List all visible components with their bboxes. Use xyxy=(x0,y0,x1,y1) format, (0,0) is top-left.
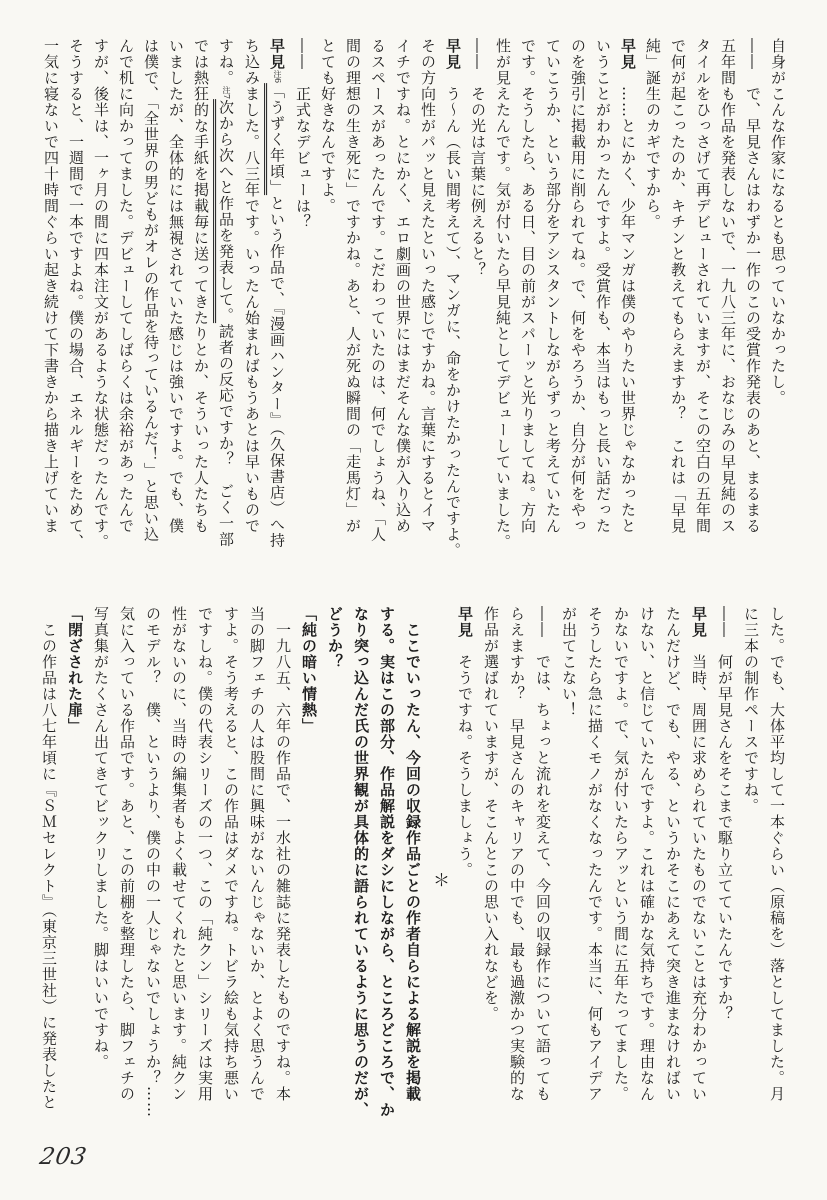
speaker-label: 早見 xyxy=(268,38,286,70)
text-run: そうですね。そうしましょう。 xyxy=(456,638,474,878)
text-column xyxy=(140,606,166,1154)
text-run: すが、後半は、一ヶ月の間に四本注文があるような状態だったんです。 xyxy=(92,38,110,550)
text-run: この作品は八七年頃に『ＳＭセレクト』（東京三世社）に発表したと xyxy=(40,622,58,1111)
text-run: いましたが、全体的には無視されていた感じは強いですよ。でも、僕 xyxy=(167,38,185,534)
speaker-label: 早見 xyxy=(444,38,462,70)
text-column xyxy=(764,606,790,1154)
text-run: 間の理想の生き死に」ですかね。あと、人が死ぬ瞬間の「走馬灯」が xyxy=(344,38,362,534)
text-run: という作品で、『漫画ハンター』（久保書店）へ持 xyxy=(268,195,286,549)
text-run: イチですね。とにかく、エロ劇画の世界にはまだそんな僕が入り込め xyxy=(394,38,412,534)
text-column xyxy=(440,38,465,610)
text-column xyxy=(590,38,615,610)
interview-text-bottom xyxy=(36,606,790,1154)
text-column xyxy=(239,38,264,610)
text-column xyxy=(138,38,163,610)
text-column xyxy=(686,606,712,1154)
text-run: する。実はこの部分、作品解説をダシにしながら、ところどころで、か xyxy=(378,606,396,1118)
text-column xyxy=(114,606,140,1154)
text-run: その方向性がパッと見えたといった感じですかね。言葉にするとイマ xyxy=(419,38,437,534)
text-column xyxy=(348,606,374,1154)
emphasized-phrase: 次から次へと作品を発表して。 xyxy=(217,99,235,324)
text-run: 五年間も作品を発表しないで、一九八三年に、おなじみの早見純のス xyxy=(719,38,737,534)
text-column xyxy=(490,38,515,610)
text-run: 気に入っている作品です。あと、この前棚を整理したら、脚フェチの xyxy=(118,606,136,1102)
text-column xyxy=(582,606,608,1154)
text-column xyxy=(556,606,582,1154)
text-run: とても好きなんですよ。 xyxy=(319,38,337,214)
text-column xyxy=(340,38,365,610)
text-column xyxy=(765,38,790,610)
text-column xyxy=(322,606,348,1154)
text-column xyxy=(690,38,715,610)
text-run: した。でも、大体平均して一本ぐらい（原稿を）落としてました。月 xyxy=(768,606,786,1102)
text-column xyxy=(740,38,765,610)
text-column xyxy=(163,38,188,610)
text-column xyxy=(88,38,113,610)
text-column xyxy=(88,606,114,1154)
text-run: う〜ん（長い間考えて）、マンガに、命をかけたかったんですよ。 xyxy=(444,70,462,559)
text-run: るスペースがあったんです。こだわっていたのは、何でしょうね、「人 xyxy=(369,38,387,543)
text-column xyxy=(715,38,740,610)
text-column xyxy=(565,38,590,610)
text-column xyxy=(192,606,218,1154)
text-run: 性が見えたんです。気が付いたら早見純としてデビューしていました。 xyxy=(494,38,512,550)
text-run: ここでいったん、今回の収録作品ごとの作者自らによる解説を掲載 xyxy=(404,622,422,1102)
note-reference: 注6 xyxy=(273,70,282,84)
text-run: が出てこない！ xyxy=(560,606,578,718)
text-column xyxy=(415,38,440,610)
speaker-label: 早見 xyxy=(690,606,708,638)
text-run: に三本の制作ペースですね。 xyxy=(742,606,760,814)
text-run: なり突っ込んだ氏の世界観が具体的に語られているように思うのだが、 xyxy=(352,606,370,1118)
text-column xyxy=(213,38,239,610)
emphasized-phrase: 「うずく年頃」 xyxy=(268,83,286,196)
note-reference: 注7 xyxy=(222,86,231,100)
text-run: ＊ xyxy=(429,871,449,889)
text-run: 一九八五、六年の作品で、一水社の雑誌に発表したものですね。本 xyxy=(274,622,292,1102)
text-run: タイルをひっさげて再デビューされていますが、そこの空白の五年間 xyxy=(694,38,712,534)
speaker-label: 早見 xyxy=(619,38,637,70)
text-run: 純」誕生のカギですから。 xyxy=(644,38,662,230)
text-run: かないですよ。で、気が付いたらアッという間に五年たってました。 xyxy=(612,606,630,1102)
text-run: どうか？ xyxy=(326,606,344,670)
text-column xyxy=(365,38,390,610)
text-run: ていこうか、という部分をアシスタントしながらずっと考えていたん xyxy=(544,38,562,534)
text-column xyxy=(465,38,490,610)
text-column xyxy=(290,38,315,610)
text-run: すね。 xyxy=(217,38,235,86)
text-run: たんだけど、でも、やる、というかそこにあえて突き進まなければい xyxy=(664,606,682,1102)
text-column xyxy=(218,606,244,1154)
text-column xyxy=(166,606,192,1154)
text-column xyxy=(113,38,138,610)
text-run: けない、と信じていたんですよ。これは確かな気持ちです。理由なん xyxy=(638,606,656,1102)
text-run: そうしたら急に描くモノがなくなったんです。本当に、何もアイデア xyxy=(586,606,604,1102)
interview-text-top xyxy=(40,38,790,610)
section-heading xyxy=(62,606,88,1154)
text-run: ―― 何が早見さんをそこまで駆り立てていたんですか？ xyxy=(716,606,734,1022)
text-column xyxy=(515,38,540,610)
text-run: いうことがわかったんですよ。受賞作も、本当はもっと長い話だった xyxy=(594,38,612,534)
text-run: 「閉ざされた扉」 xyxy=(66,606,84,734)
text-run: すよ。そう考えると、この作品はダメですね。トビラ絵も気持ち悪い xyxy=(222,606,240,1102)
text-column xyxy=(374,606,400,1154)
text-run: 当の脚フェチの人は股間に興味がないんじゃないか、とよく思うんで xyxy=(248,606,266,1102)
page-number: 203 xyxy=(37,1144,90,1170)
text-run: 一気に寝ないで四十時間ぐらい起き続けて下書きから描き上げていま xyxy=(42,38,60,534)
text-column xyxy=(390,38,415,610)
text-run: 写真集がたくさん出てきてビックリしました。脚はいいですね。 xyxy=(92,606,110,1070)
text-column xyxy=(660,606,686,1154)
text-column xyxy=(530,606,556,1154)
text-column xyxy=(188,38,213,610)
text-column xyxy=(315,38,340,610)
text-column xyxy=(712,606,738,1154)
text-run: ち込みました。八三年です。いったん始まればもうあとは早いもので xyxy=(243,38,261,534)
text-run: ―― その光は言葉に例えると？ xyxy=(469,38,487,278)
text-column xyxy=(38,38,63,610)
text-run: ですしね。僕の代表シリーズの一つ、この「純クン」シリーズは実用 xyxy=(196,606,214,1102)
text-column xyxy=(264,38,290,610)
text-column xyxy=(634,606,660,1154)
text-column xyxy=(608,606,634,1154)
text-column xyxy=(244,606,270,1154)
text-run: のモデル？ 僕、というより、僕の中の一人じゃないでしょうか？…… xyxy=(144,606,162,1118)
text-run: らえますか？ 早見さんのキャリアの中でも、最も過激かつ実験的な xyxy=(508,606,526,1102)
text-column xyxy=(615,38,640,610)
text-column xyxy=(665,38,690,610)
text-run: で何が起こったのか、キチンと教えてもらえますか？ これは「早見 xyxy=(669,38,687,534)
text-run: んで机に向かってました。デビューしてしばらくは余裕があったんで xyxy=(117,38,135,534)
text-run: そうすると、一週間で一本ですよね。僕の場合、エネルギーをためて、 xyxy=(67,38,85,550)
text-run: 読者の反応ですか？ ごく一部 xyxy=(217,323,235,548)
text-column xyxy=(63,38,88,610)
section-heading xyxy=(296,606,322,1154)
text-run: 当時、周囲に求められていたものでないことは充分わかってい xyxy=(690,638,708,1102)
text-run: では熱狂的な手紙を掲載毎に送ってきたりとか、そういった人たちも xyxy=(192,38,210,534)
text-run: 作品が選ばれていますが、そこんとこの思い入れなどを。 xyxy=(482,606,500,1022)
section-divider xyxy=(426,606,452,1154)
text-column xyxy=(504,606,530,1154)
text-column xyxy=(540,38,565,610)
text-run: 自身がこんな作家になるとも思っていなかったし。 xyxy=(769,38,787,406)
text-column xyxy=(478,606,504,1154)
text-run: ―― で、早見さんはわずか一作のこの受賞作発表のあと、まるまる xyxy=(744,38,762,534)
text-column xyxy=(452,606,478,1154)
text-column xyxy=(640,38,665,610)
text-run: は僕で、「全世界の男どもがオレの作品を待っているんだ！」と思い込 xyxy=(142,38,160,543)
text-column xyxy=(36,606,62,1154)
text-run: のを強引に掲載用に削られてね。で、何をやろうか、自分が何をやっ xyxy=(569,38,587,534)
text-column xyxy=(270,606,296,1154)
text-column xyxy=(738,606,764,1154)
text-run: ……とにかく、少年マンガは僕のやりたい世界じゃなかったと xyxy=(619,70,637,534)
text-run: です。そうしたら、ある日、目の前がスパーッと光りましてね。方向 xyxy=(519,38,537,534)
speaker-label: 早見 xyxy=(456,606,474,638)
text-run: 性がないのに、当時の編集者もよく載せてくれたと思います。純クン xyxy=(170,606,188,1102)
text-run: 「純の暗い情熱」 xyxy=(300,606,318,734)
text-run: ―― では、ちょっと流れを変えて、今回の収録作について語っても xyxy=(534,606,552,1102)
text-column xyxy=(400,606,426,1154)
text-run: ―― 正式なデビューは？ xyxy=(294,38,312,230)
